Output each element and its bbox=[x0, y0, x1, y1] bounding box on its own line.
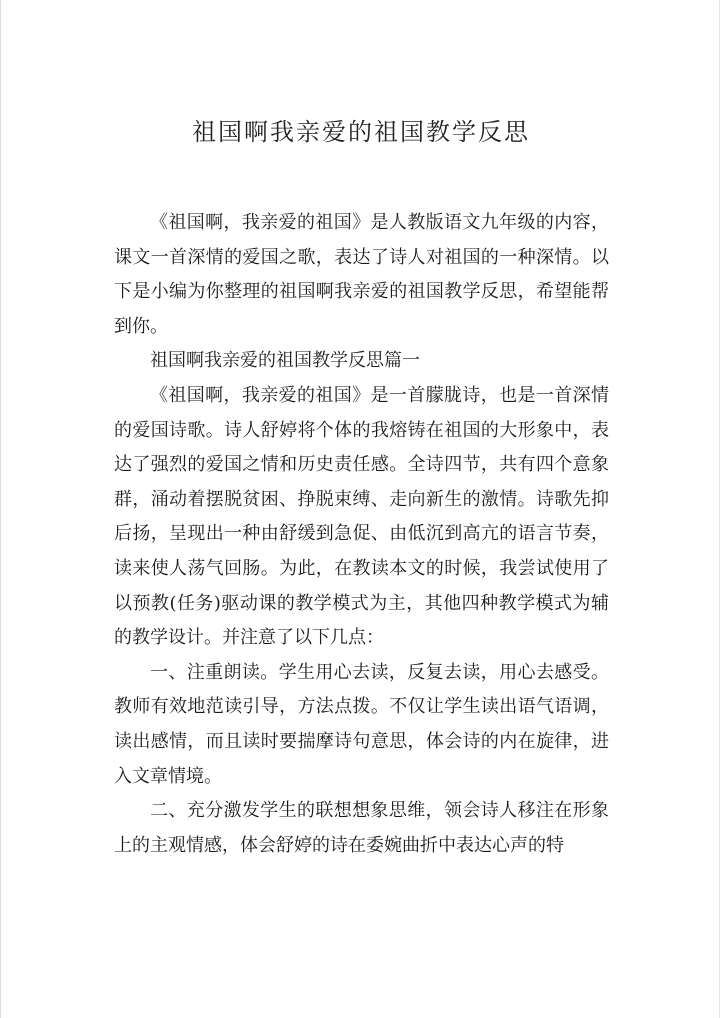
point-two-paragraph: 二、充分激发学生的联想想象思维，领会诗人移注在形象上的主观情感，体会舒婷的诗在委婉曲折中表达心声的特 bbox=[114, 800, 609, 856]
document-title: 祖国啊我亲爱的祖国教学反思 bbox=[192, 118, 530, 146]
intro-paragraph: 《祖国啊，我亲爱的祖国》是人教版语文九年级的内容，课文一首深情的爱国之歌，表达了诗人对祖国的一种深情。以下是小编为你整理的祖国啊我亲爱的祖国教学反思，希望能帮到你。 bbox=[114, 212, 609, 337]
document-body bbox=[114, 206, 609, 863]
body-paragraph: 《祖国啊，我亲爱的祖国》是一首朦胧诗，也是一首深情的爱国诗歌。诗人舒婷将个体的我熔铸在祖国的大形象中，表达了强烈的爱国之情和历史责任感。全诗四节，共有四个意象群，涌动着摆脱贫困、挣脱束缚、走向新生的激情。诗歌先抑后扬，呈现出一种由舒缓到急促、由低沉到高亢的语言节奏，读来使人荡气回肠。为此，在教读本文的时候，我尝试使用了以预教(任务)驱动课的教学模式为主，其他四种教学模式为辅的教学设计。并注意了以下几点： bbox=[114, 384, 609, 649]
point-one-paragraph: 一、注重朗读。学生用心去读，反复去读，用心去感受。教师有效地范读引导，方法点拨。不仅让学生读出语气语调，读出感情，而且读时要揣摩诗句意思，体会诗的内在旋律，进入文章情境。 bbox=[114, 661, 609, 787]
section-heading: 祖国啊我亲爱的祖国教学反思篇一 bbox=[150, 350, 420, 372]
